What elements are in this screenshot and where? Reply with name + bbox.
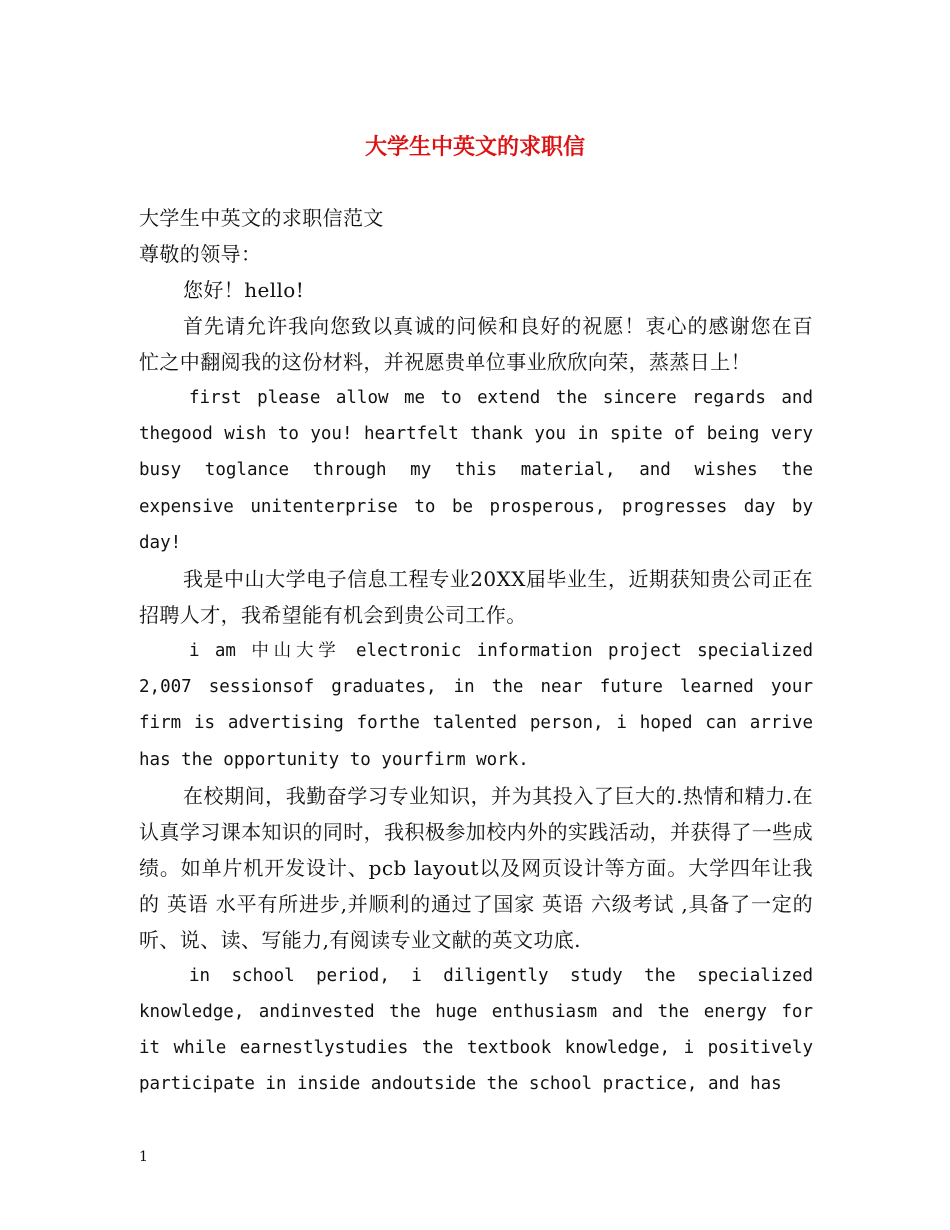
body-paragraph-en: first please allow me to extend the sincere regards and thegood wish to you! heartfelt thank you in spite of being very busy toglance through my this material, and wishes the expensive unitenterprise to be prosperous, progresses day by day!	[139, 388, 813, 553]
body-paragraph-zh: 在校期间，我勤奋学习专业知识，并为其投入了巨大的.热情和精力.在认真学习课本知识的同时，我积极参加校内外的实践活动，并获得了一些成绩。如单片机开发设计、pcb layout以及网页设计等方面。大学四年让我的 英语 水平有所进步,并顺利的通过了国家 英语 六级考试 ,具备了一定的听、说、读、写能力,有阅读专业文献的英文功底.	[139, 783, 813, 952]
salutation-paragraph: 尊敬的领导：	[139, 242, 262, 266]
document-title: 大学生中英文的求职信	[364, 134, 585, 160]
page-number: 1	[139, 1149, 148, 1165]
body-paragraph-zh: 我是中山大学电子信息工程专业20XX届毕业生，近期获知贵公司正在招聘人才，我希望能有机会到贵公司工作。	[139, 567, 813, 628]
body-paragraph-zh: 首先请允许我向您致以真诚的问候和良好的祝愿！衷心的感谢您在百忙之中翻阅我的这份材料，并祝愿贵单位事业欣欣向荣，蒸蒸日上！	[139, 314, 813, 374]
body-paragraph-en: i am 中山大学 electronic information project specialized 2,007 sessionsof graduates, in the near future learned your firm is advertising forthe talented person, i hoped can arrive has the opportunity to yourfirm work.	[139, 641, 813, 770]
greeting-paragraph: 您好！hello!	[183, 278, 305, 302]
document-body	[139, 200, 813, 1103]
body-paragraph-en: in school period, i diligently study the specialized knowledge, andinvested the huge enthusiasm and the energy for it while earnestlystudies the textbook knowledge, i positively participate in inside andoutside the school practice, and has	[139, 965, 813, 1095]
subtitle-paragraph: 大学生中英文的求职信范文	[139, 206, 384, 230]
